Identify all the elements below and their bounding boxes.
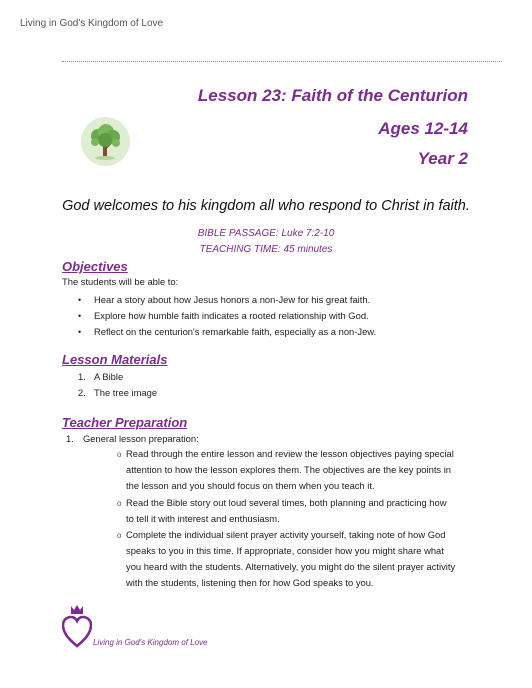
preparation-heading: Teacher Preparation — [62, 415, 188, 430]
bullet-dot: • — [78, 327, 82, 337]
list-number: 1. — [66, 433, 74, 444]
sub-bullet: o — [117, 499, 122, 508]
header-divider — [62, 61, 502, 62]
objective-item: Explore how humble faith indicates a rooted relationship with God. — [94, 310, 369, 321]
header-title: Living in God's Kingdom of Love — [20, 18, 164, 29]
sub-bullet: o — [117, 531, 122, 540]
preparation-subitem: Complete the individual silent prayer activity yourself, taking note of how God speaks to you in this time. If appropriate, consider how you might share what you heard with the students. Alternatively, you might do the silent prayer activity with the students, listening then for how God speaks to you. — [126, 529, 456, 588]
bullet-dot: • — [78, 295, 82, 305]
lesson-ages: Ages 12-14 — [378, 119, 468, 138]
material-item: The tree image — [94, 387, 158, 398]
list-number: 1. — [78, 371, 86, 382]
lesson-theme: God welcomes to his kingdom all who respond to Christ in faith. — [62, 198, 470, 214]
preparation-subitem: Read the Bible story out loud several times, both planning and practicing how to tell it with interest and enthusiasm. — [126, 497, 447, 524]
bible-passage: BIBLE PASSAGE: Luke 7:2-10 — [197, 228, 335, 239]
objectives-heading: Objectives — [62, 259, 128, 274]
bullet-dot: • — [78, 311, 82, 321]
tree-icon — [81, 117, 130, 166]
crown-heart-logo — [62, 604, 92, 655]
materials-heading: Lesson Materials — [62, 352, 168, 367]
list-number: 2. — [78, 387, 86, 398]
footer-text: Living in God's Kingdom of Love — [93, 638, 208, 647]
lesson-year: Year 2 — [417, 149, 468, 168]
sub-bullet: o — [117, 450, 122, 459]
objective-item: Hear a story about how Jesus honors a non-Jew for his great faith. — [94, 294, 371, 305]
material-item: A Bible — [94, 371, 124, 382]
objectives-intro: The students will be able to: — [62, 276, 179, 287]
objective-item: Reflect on the centurion's remarkable faith, especially as a non-Jew. — [94, 326, 377, 337]
preparation-subitem: Read through the entire lesson and review the lesson objectives paying special attention to how the lesson explores them. The objectives are the key points in the lesson and you should focus on them when you teach it. — [126, 448, 454, 491]
teaching-time: TEACHING TIME: 45 minutes — [199, 244, 333, 255]
lesson-title: Lesson 23: Faith of the Centurion — [197, 86, 468, 105]
preparation-item: General lesson preparation: — [83, 433, 199, 444]
